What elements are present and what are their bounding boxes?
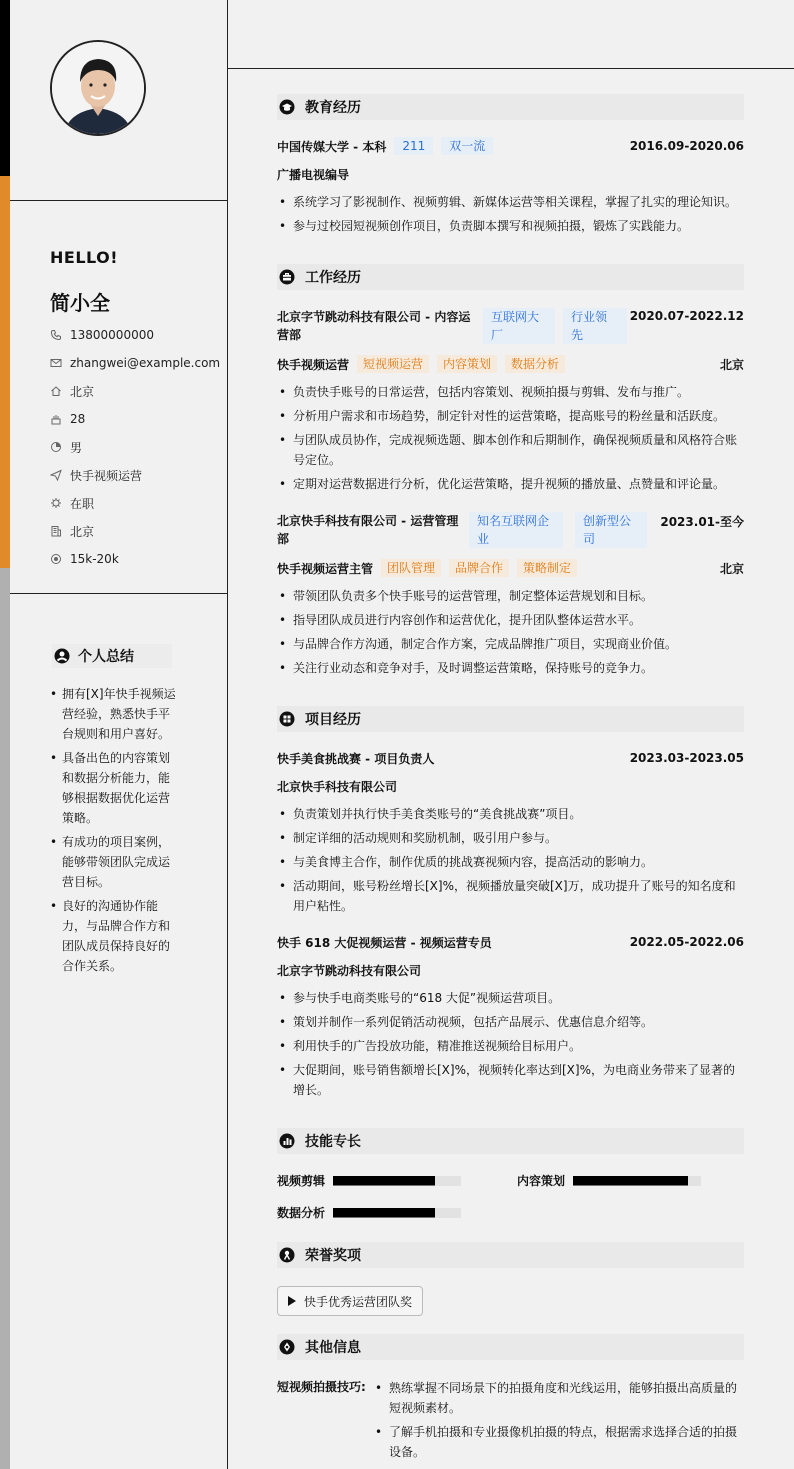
education-bullets (277, 192, 744, 240)
projects-title: 项目经历 (305, 712, 361, 728)
skill-tag: 数据分析 (505, 355, 565, 373)
project-row (277, 933, 744, 951)
list-item: • 定期对运营数据进行分析，优化运营策略，提升视频的播放量、点赞量和评论量。 (277, 474, 744, 494)
projects-heading (277, 706, 744, 732)
tag-line: 厂 (491, 328, 504, 342)
list-item: • 与品牌合作方沟通，制定合作方案，完成品牌推广项目，实现商业价值。 (277, 634, 744, 654)
skill-fill (333, 1176, 435, 1186)
skill-fill (573, 1176, 688, 1186)
divider (10, 200, 227, 201)
award-label: 快手优秀运营团队奖 (304, 1294, 413, 1309)
other-label: 短视频拍摄技巧: (277, 1380, 366, 1394)
company-tag (563, 308, 627, 344)
list-item: • 大促期间，账号销售额增长[X]%，视频转化率达到[X]%，为电商业务带来了显著的增长。 (277, 1060, 744, 1100)
info-text[interactable]: zhangwei@example.com (70, 356, 221, 370)
info-text: 北京 (70, 384, 95, 399)
list-item: • 拥有[X]年快手视频运营经验，熟悉快手平台规则和用户喜好。 (50, 684, 180, 744)
work-title: 工作经历 (305, 270, 361, 286)
list-item: • 带领团队负责多个快手账号的运营管理，制定整体运营规划和目标。 (277, 586, 744, 606)
job-header (277, 308, 744, 344)
skill-track (573, 1176, 701, 1186)
mail-icon (50, 357, 62, 369)
other-bullets (373, 1378, 744, 1466)
job-header (277, 512, 744, 548)
list-item: • 活动期间，账号粉丝增长[X]%，视频播放量突破[X]万，成功提升了账号的知名度和用户粘性。 (277, 876, 744, 916)
list-item: • 了解手机拍摄和专业摄像机拍摄的特点，根据需求选择合适的拍摄设备。 (373, 1422, 744, 1462)
tag-line: 先 (571, 328, 584, 342)
skill-tag: 短视频运营 (357, 355, 429, 373)
list-item: • 关注行业动态和竞争对手，及时调整运营策略，保持账号的竞争力。 (277, 658, 744, 678)
candidate-name: 简小全 (50, 291, 110, 315)
education-row (277, 137, 744, 155)
list-item: • 负责策划并执行快手美食类账号的“美食挑战赛”项目。 (277, 804, 744, 824)
avatar-photo (52, 42, 144, 134)
job-date: 2023.01-至今 (660, 515, 744, 529)
job-city: 北京 (719, 357, 744, 372)
list-item: • 有成功的项目案例，能够带领团队完成运营目标。 (50, 832, 180, 892)
job-role-row (277, 355, 744, 373)
job-role: 快手视频运营主管 (277, 561, 374, 576)
major: 广播电视编导 (277, 167, 350, 182)
list-item: • 参与过校园短视频创作项目，负责脚本撰写和视频拍摄，锻炼了实践能力。 (277, 216, 744, 236)
building-icon (50, 525, 62, 537)
gender-icon (50, 441, 62, 453)
info-salary (50, 549, 119, 569)
list-item: • 良好的沟通协作能力，与品牌合作方和团队成员保持良好的合作关系。 (50, 896, 180, 976)
play-icon (288, 1296, 296, 1306)
phone-icon (50, 329, 62, 341)
age-icon (50, 413, 62, 425)
company-tag (483, 308, 555, 344)
list-item: • 系统学习了影视制作、视频剪辑、新媒体运营等相关课程，掌握了扎实的理论知识。 (277, 192, 744, 212)
send-icon (50, 469, 62, 481)
info-city (50, 521, 94, 541)
project-name: 快手 618 大促视频运营 - 视频运营专员 (277, 935, 492, 950)
skill-name: 数据分析 (277, 1206, 326, 1220)
school-tag: 双一流 (441, 137, 493, 155)
project-company: 北京快手科技有限公司 (277, 779, 398, 794)
info-text: 北京 (70, 524, 95, 539)
skill-name: 内容策划 (517, 1174, 566, 1188)
project-bullets (277, 804, 744, 920)
company-tag (575, 512, 647, 548)
list-item: • 与美食博主合作，制作优质的挑战赛视频内容，提高活动的影响力。 (277, 852, 744, 872)
stripe-gray (0, 568, 10, 1469)
list-item: • 利用快手的广告投放功能，精准推送视频给目标用户。 (277, 1036, 744, 1056)
education-heading (277, 94, 744, 120)
job-role: 快手视频运营 (277, 357, 350, 372)
school-tag: 211 (394, 137, 433, 155)
list-item: • 策划并制作一系列促销活动视频，包括产品展示、优惠信息介绍等。 (277, 1012, 744, 1032)
education-title: 教育经历 (305, 100, 361, 116)
list-item: • 参与快手电商类账号的“618 大促”视频运营项目。 (277, 988, 744, 1008)
job-bullets (277, 382, 744, 498)
divider (10, 593, 227, 594)
award-item[interactable] (277, 1286, 423, 1316)
tag-line: 行业领 (571, 310, 608, 324)
home-icon (50, 385, 62, 397)
skill-tag: 品牌合作 (449, 559, 509, 577)
work-heading (277, 264, 744, 290)
company-line: 部 (277, 532, 290, 546)
tag-line: 知名互联网企 (477, 514, 550, 528)
summary-title: 个人总结 (78, 649, 134, 665)
list-item: • 负责快手账号的日常运营，包括内容策划、视频拍摄与剪辑、发布与推广。 (277, 382, 744, 402)
graduation-cap-icon (279, 99, 295, 115)
tag-line: 业 (477, 532, 490, 546)
company-name (277, 512, 469, 548)
info-gender (50, 437, 82, 457)
other-title: 其他信息 (305, 1340, 361, 1356)
avatar (50, 40, 146, 136)
info-text: 13800000000 (70, 328, 154, 342)
trophy-icon (279, 1247, 295, 1263)
education-date: 2016.09-2020.06 (629, 139, 744, 153)
skill-track (333, 1176, 461, 1186)
summary-list (50, 684, 180, 980)
company-line: 营部 (277, 328, 302, 342)
job-date: 2020.07-2022.12 (629, 309, 744, 323)
skill-track (333, 1208, 461, 1218)
info-text: 男 (70, 440, 83, 455)
company-line: 北京字节跳动科技有限公司 - 内容运 (277, 310, 471, 324)
awards-title: 荣誉奖项 (305, 1248, 361, 1264)
other-heading (277, 1334, 744, 1360)
stripe-orange (0, 176, 10, 568)
info-text: 28 (70, 412, 86, 426)
list-item: • 指导团队成员进行内容创作和运营优化，提升团队整体运营水平。 (277, 610, 744, 630)
info-home (50, 381, 94, 401)
info-status (50, 493, 94, 513)
salary-icon (50, 553, 62, 565)
info-text: 15k-20k (70, 552, 119, 566)
grid-icon (279, 711, 295, 727)
skill-bar (277, 1204, 461, 1221)
project-date: 2022.05-2022.06 (629, 935, 744, 949)
list-item: • 分析用户需求和市场趋势，制定针对性的运营策略，提高账号的粉丝量和活跃度。 (277, 406, 744, 426)
project-row (277, 749, 744, 767)
job-city: 北京 (719, 561, 744, 576)
project-company: 北京字节跳动科技有限公司 (277, 963, 422, 978)
list-item: • 熟练掌握不同场景下的拍摄角度和光线运用，能够拍摄出高质量的短视频素材。 (373, 1378, 744, 1418)
awards-heading (277, 1242, 744, 1268)
tag-line: 互联网大 (491, 310, 540, 324)
list-item: • 具备出色的内容策划和数据分析能力，能够根据数据优化运营策略。 (50, 748, 180, 828)
skill-name: 视频剪辑 (277, 1174, 326, 1188)
info-age (50, 409, 85, 429)
hello-heading: HELLO! (50, 248, 119, 267)
skills-title: 技能专长 (305, 1134, 361, 1150)
info-job (50, 465, 142, 485)
skill-tag: 团队管理 (381, 559, 441, 577)
company-line: 北京快手科技有限公司 - 运营管理 (277, 514, 459, 528)
company-tag (469, 512, 563, 548)
divider (227, 68, 794, 69)
skill-bar (277, 1172, 461, 1189)
school-name: 中国传媒大学 - 本科 (277, 139, 387, 154)
project-name: 快手美食挑战赛 - 项目负责人 (277, 751, 435, 766)
skill-tag: 内容策划 (437, 355, 497, 373)
company-name (277, 308, 477, 344)
skill-bar (517, 1172, 701, 1189)
list-item: • 与团队成员协作，完成视频选题、脚本创作和后期制作，确保视频质量和风格符合账号定位。 (277, 430, 744, 470)
skill-tag: 策略制定 (517, 559, 577, 577)
tag-line: 创新型公 (583, 514, 632, 528)
job-role-row (277, 559, 744, 577)
summary-heading (52, 644, 172, 668)
project-bullets (277, 988, 744, 1104)
briefcase-icon (279, 269, 295, 285)
project-date: 2023.03-2023.05 (629, 751, 744, 765)
bar-chart-icon (279, 1133, 295, 1149)
skills-heading (277, 1128, 744, 1154)
list-item: • 制定详细的活动规则和奖励机制，吸引用户参与。 (277, 828, 744, 848)
info-text: 快手视频运营 (70, 468, 143, 483)
skill-fill (333, 1208, 435, 1218)
status-icon (50, 497, 62, 509)
info-email (50, 353, 220, 373)
job-bullets (277, 586, 744, 682)
badge-icon (279, 1339, 295, 1355)
tag-line: 司 (583, 532, 596, 546)
user-circle-icon (54, 648, 70, 664)
info-text: 在职 (70, 496, 95, 511)
info-phone (50, 325, 154, 345)
stripe-black (0, 0, 10, 176)
